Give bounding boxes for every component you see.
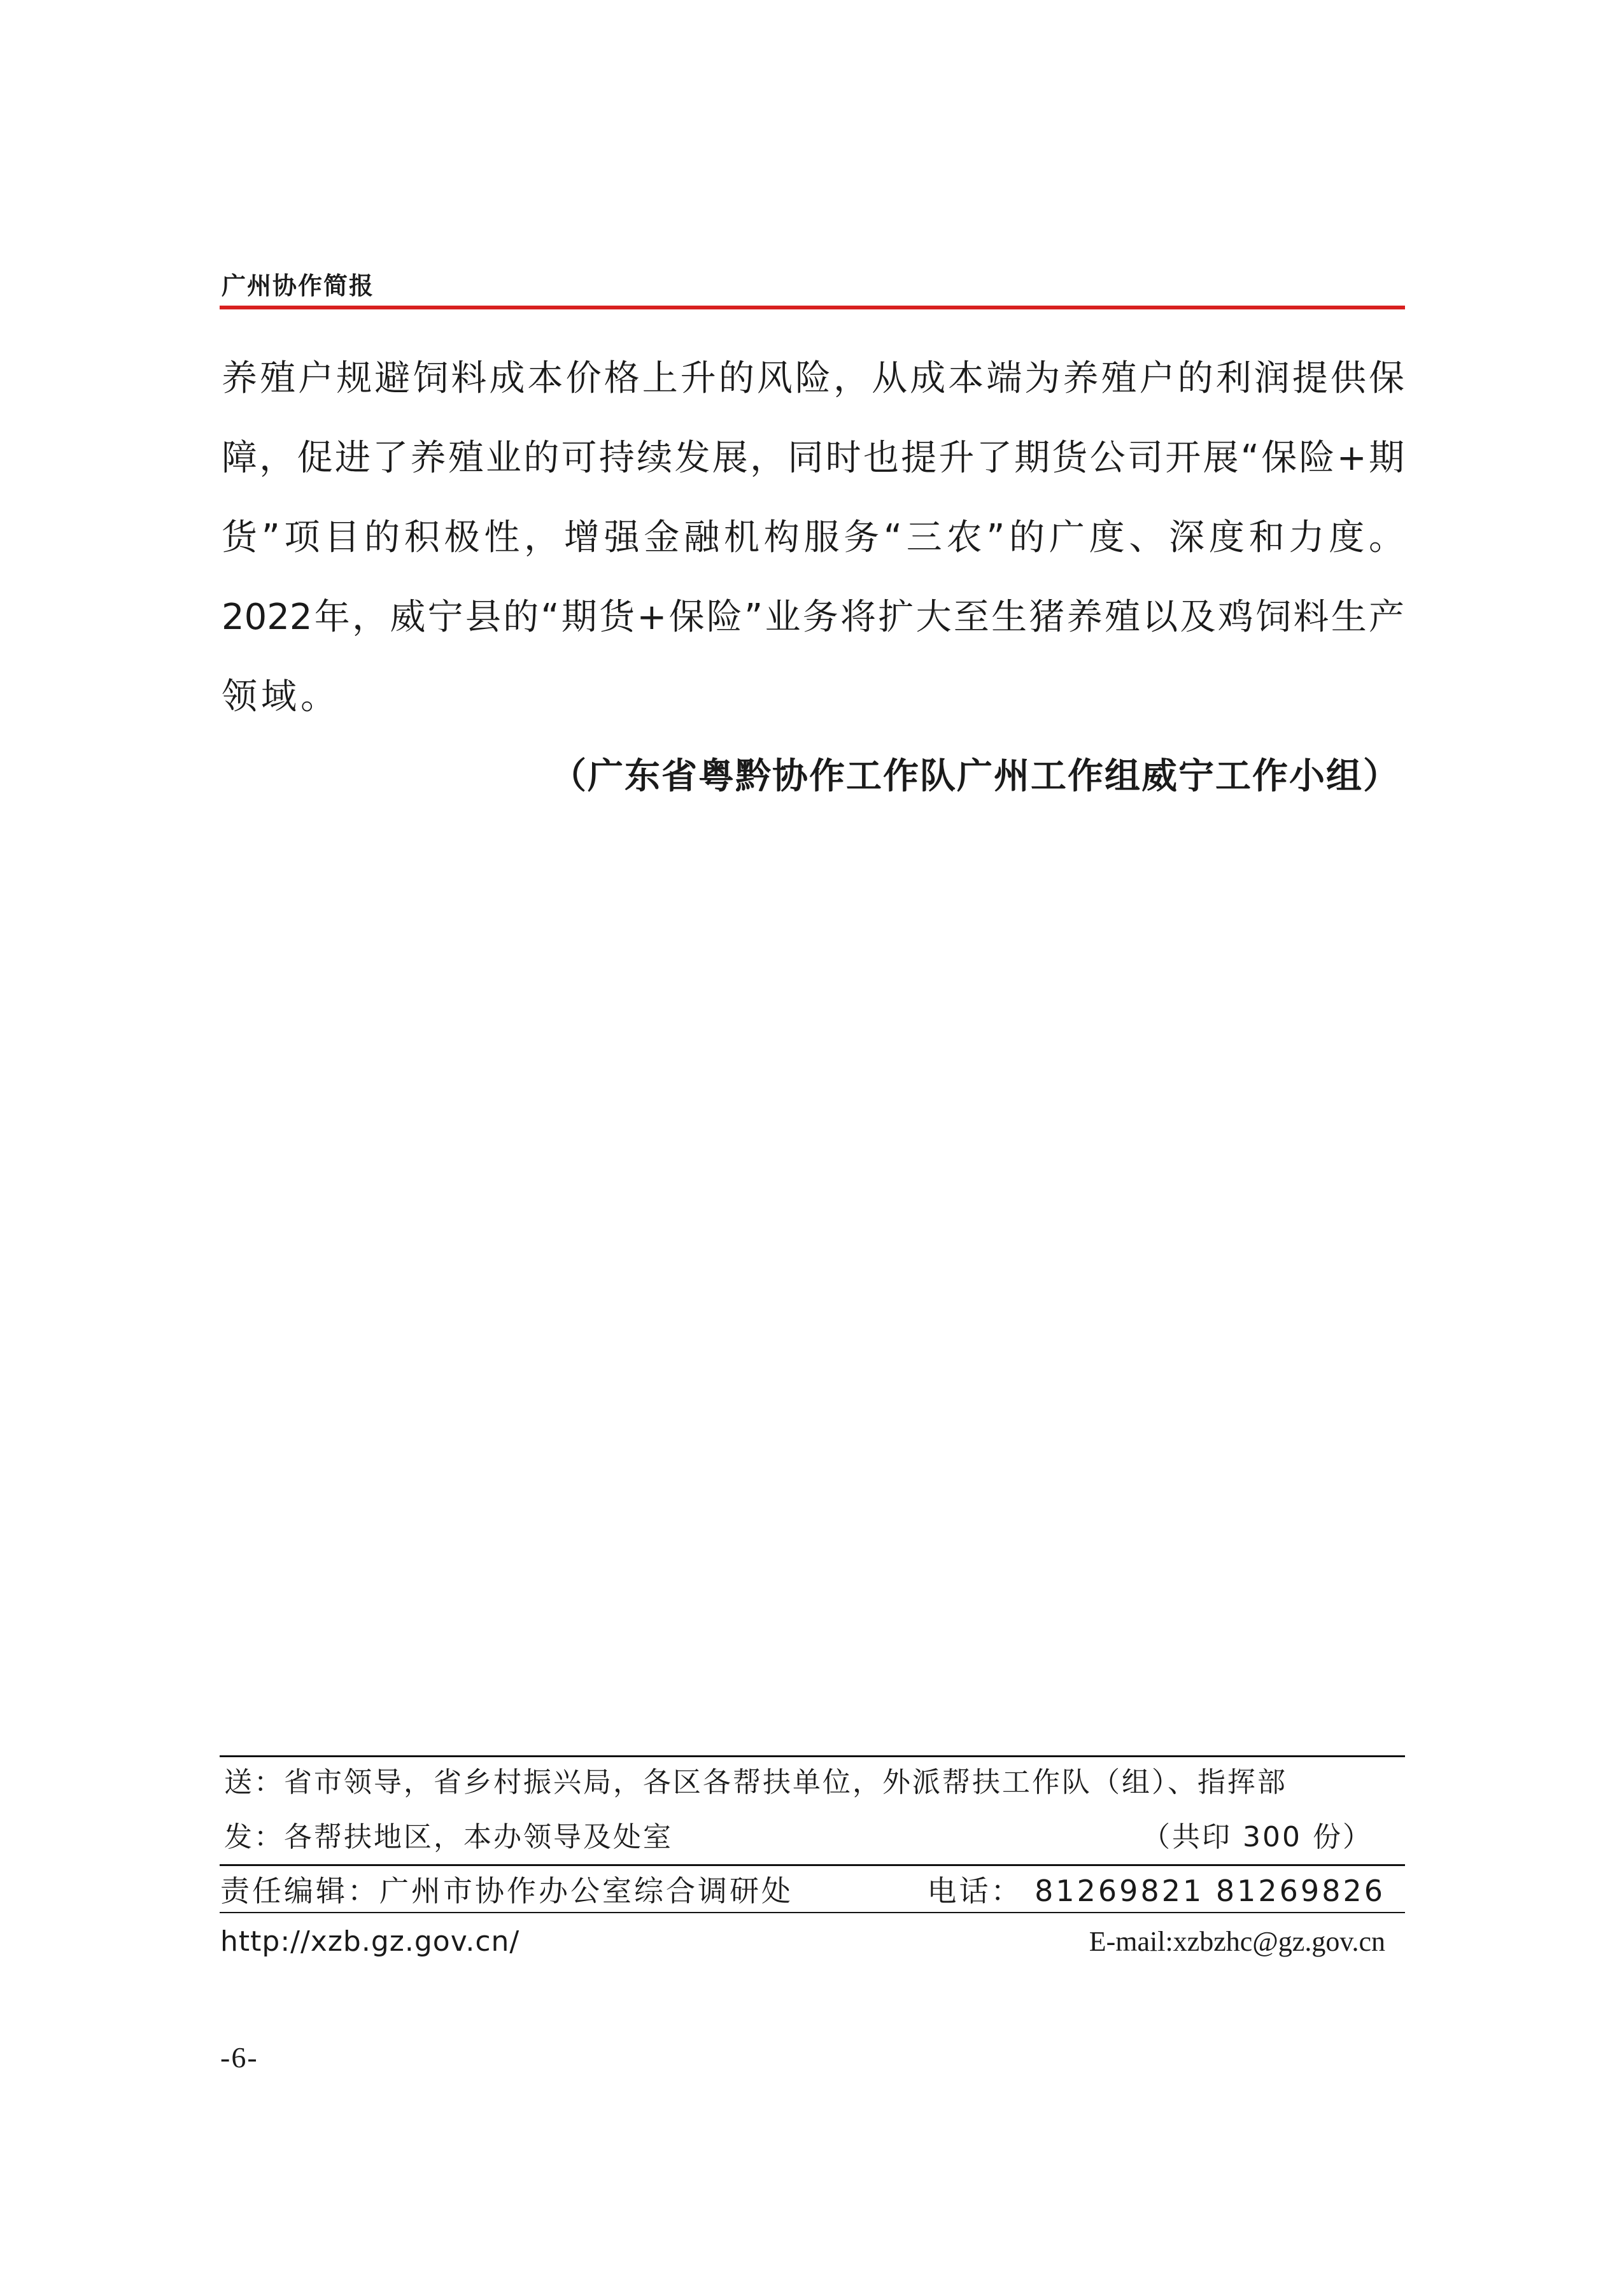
print-count: （共印 300 份）	[1142, 1821, 1373, 1853]
website-link[interactable]: http://xzb.gz.gov.cn/	[220, 1925, 520, 1958]
page-number: -6-	[220, 2041, 258, 2074]
email-address[interactable]: E-mail:xzbzhc@gz.gov.cn	[1089, 1926, 1385, 1957]
distribution-line-1: 送：省市领导，省乡村振兴局，各区各帮扶单位，外派帮扶工作队（组）、指挥部	[224, 1766, 1287, 1799]
body-line-2: 障，促进了养殖业的可持续发展，同时也提升了期货公司开展“保险+期	[222, 437, 1404, 479]
phone-numbers: 电话： 81269821 81269826	[927, 1874, 1385, 1908]
body-line-4: 2022年，威宁县的“期货+保险”业务将扩大至生猪养殖以及鸡饲料生产	[222, 597, 1404, 638]
footer-top-rule	[220, 1755, 1405, 1757]
responsible-editor: 责任编辑：广州市协作办公室综合调研处	[220, 1874, 793, 1908]
header-title: 广州协作简报	[222, 271, 375, 300]
article-source: （广东省粤黔协作工作队广州工作组威宁工作小组）	[551, 756, 1400, 797]
distribution-line-2: 发：各帮扶地区，本办领导及处室	[224, 1821, 673, 1853]
body-line-3: 货”项目的积极性，增强金融机构服务“三农”的广度、深度和力度。	[222, 517, 1404, 558]
footer-middle-rule	[220, 1864, 1405, 1866]
footer-bottom-rule	[220, 1912, 1405, 1913]
header-divider	[220, 306, 1405, 309]
body-line-1: 养殖户规避饲料成本价格上升的风险，从成本端为养殖户的利润提供保	[222, 358, 1404, 399]
body-line-5: 领域。	[222, 676, 340, 718]
